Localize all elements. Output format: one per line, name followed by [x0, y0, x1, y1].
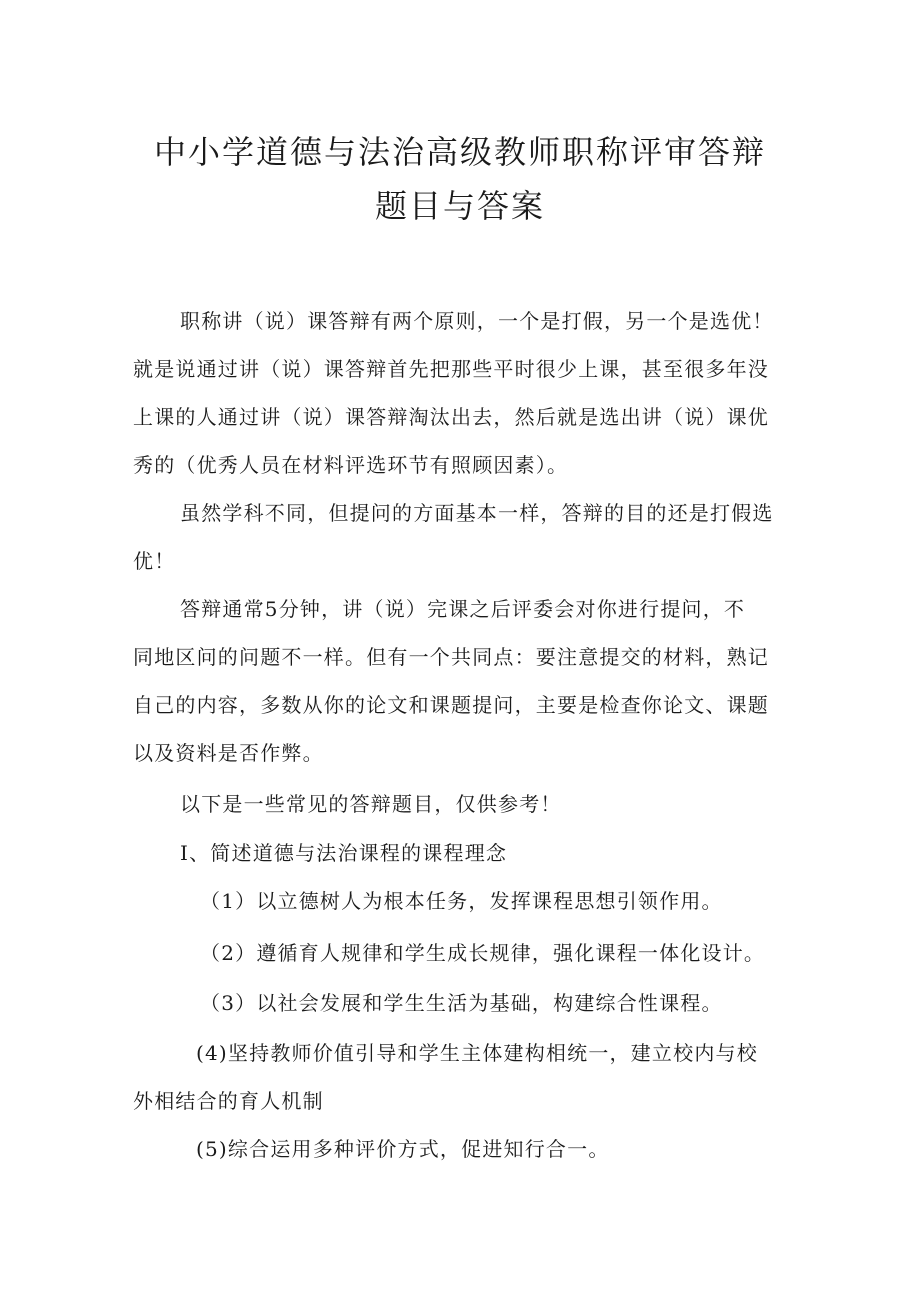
document-title-line-2: 题目与答案 — [374, 187, 545, 225]
question-1: I、简述道德与法治课程的课程理念 — [180, 841, 508, 865]
paragraph-2-line-1: 虽然学科不同，但提问的方面基本一样，答辩的目的还是打假选 — [180, 501, 774, 525]
paragraph-1-line-3: 上课的人通过讲（说）课答辩淘汰出去，然后就是选出讲（说）课优 — [133, 405, 769, 429]
answer-item-4-line-2: 外相结合的育人机制 — [133, 1089, 324, 1113]
paragraph-3-line-3: 自己的内容，多数从你的论文和课题提问，主要是检查你论文、课题 — [133, 693, 769, 717]
answer-item-4-line-1: (4)坚持教师价值引导和学生主体建构相统一，建立校内与校 — [196, 1041, 758, 1065]
paragraph-1-line-4: 秀的（优秀人员在材料评选环节有照顾因素）。 — [133, 453, 569, 477]
answer-item-5: (5)综合运用多种评价方式，促进知行合一。 — [196, 1137, 610, 1161]
paragraph-3-line-1: 答辩通常5分钟，讲（说）完课之后评委会对你进行提问，不 — [180, 597, 746, 621]
paragraph-1-line-2: 就是说通过讲（说）课答辩首先把那些平时很少上课，甚至很多年没 — [133, 357, 769, 381]
paragraph-4-line-1: 以下是一些常见的答辩题目，仅供参考！ — [180, 792, 562, 816]
paragraph-3-line-4: 以及资料是否作弊。 — [133, 741, 324, 765]
answer-item-1: （1）以立德树人为根本任务，发挥课程思想引领作用。 — [200, 889, 723, 913]
paragraph-1-line-1: 职称讲（说）课答辩有两个原则，一个是打假，另一个是选优！ — [180, 309, 774, 333]
paragraph-3-line-2: 同地区问的问题不一样。但有一个共同点：要注意提交的材料，熟记 — [133, 645, 769, 669]
answer-item-3: （3）以社会发展和学生生活为基础，构建综合性课程。 — [200, 991, 723, 1015]
document-title-line-1: 中小学道德与法治高级教师职称评审答辩 — [153, 133, 766, 171]
answer-item-2: （2）遵循育人规律和学生成长规律，强化课程一体化设计。 — [200, 941, 766, 965]
paragraph-2-line-2: 优！ — [133, 549, 176, 573]
